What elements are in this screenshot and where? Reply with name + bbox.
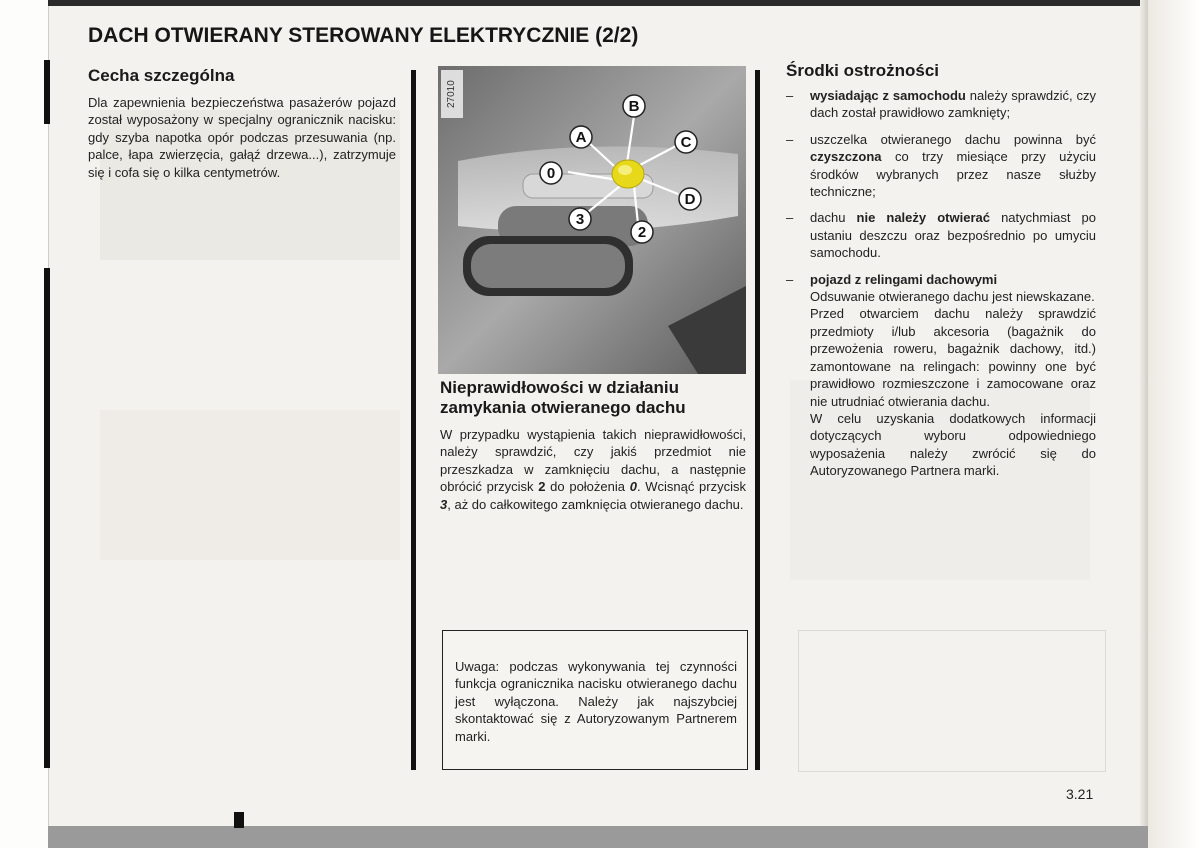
roof-control-photo — [438, 66, 746, 374]
label-three: 3 — [575, 211, 585, 228]
label-d: D — [684, 191, 696, 208]
section-heading: Cecha szczególna — [88, 66, 235, 85]
label-c: C — [680, 134, 692, 151]
show-through-text — [100, 410, 400, 560]
middle-column — [440, 378, 746, 513]
left-tab-mark — [44, 60, 50, 124]
label-b: B — [628, 98, 640, 115]
page-number: 3.21 — [1066, 786, 1094, 802]
left-tab-mark — [44, 268, 50, 768]
section-heading: Środki ostrożności — [786, 61, 940, 80]
label-two: 2 — [637, 224, 647, 241]
list-item: – dachu nie należy otwierać natychmiast po ustaniu deszczu oraz bezpośrednio po umyciu samochodu. — [786, 210, 1096, 261]
column-divider — [411, 70, 416, 770]
bottom-edge — [48, 826, 1148, 848]
label-zero: 0 — [546, 165, 556, 182]
page-title: DACH OTWIERANY STEROWANY ELEKTRYCZNIE (2/2) — [88, 24, 639, 47]
figure-code: 27010 — [441, 70, 463, 118]
roof-control-illustration — [438, 66, 746, 374]
list-item: – uszczelka otwieranego dachu powinna być czyszczona co trzy miesiące przy użyciu środków wybranych przez nasze służby techniczne; — [786, 131, 1096, 200]
precautions-list — [786, 87, 1096, 480]
section-text: Dla zapewnienia bezpieczeństwa pasażerów pojazd został wyposażony w specjalny ogranicznik nacisku: gdy szyba napotka opór podczas przesuwania (np. palce, łapa zwierzęcia, gałąź drzewa...), zatrzymuje się i cofa się o kilka centymetrów. — [88, 95, 396, 180]
show-through-box — [798, 630, 1106, 772]
warning-note-box — [442, 630, 748, 770]
right-page-edge — [1148, 0, 1200, 848]
warning-note-text: Uwaga: podczas wykonywania tej czynności funkcja ogranicznika nacisku otwieranego dachu jest wyłączona. Należy jak najszybciej skontaktować się z Autoryzowanym Partnerem marki. — [455, 659, 737, 744]
top-edge — [48, 0, 1158, 6]
left-page-edge — [0, 0, 49, 848]
list-item: – wysiadając z samochodu należy sprawdzić, czy dach został prawidłowo zamknięty; — [786, 88, 1096, 121]
section-text: W przypadku wystąpienia takich nieprawidłowości, należy sprawdzić, czy jakiś przedmiot nie przeszkadza w zamknięciu dachu, a następnie obrócić przycisk 2 do położenia 0. Wcisnąć przycisk 3, aż do całkowitego zamknięcia otwieranego dachu. — [440, 427, 747, 512]
label-a: A — [575, 129, 587, 146]
left-column — [88, 66, 396, 181]
right-column — [786, 61, 1096, 489]
print-mark — [234, 812, 244, 828]
column-divider — [755, 70, 760, 770]
list-item: – pojazd z relingami dachowymi Odsuwanie otwieranego dachu jest niewskazane. Przed otwarciem dachu należy sprawdzić przedmioty i/lub akcesoria (bagażnik do przewożenia roweru, bagażnik dachowy, itd.) zamontowane na relingach: powinny one być prawidłowo rozmieszczone i zamocowane oraz nie utrudniać otwierania dachu. W celu uzyskania dodatkowych informacji dotyczących wyboru odpowiedniego wyposażenia należy zwrócić się do Autoryzowanego Partnera marki. — [786, 271, 1096, 479]
section-heading: Nieprawidłowości w działaniu zamykania otwieranego dachu — [440, 378, 686, 417]
